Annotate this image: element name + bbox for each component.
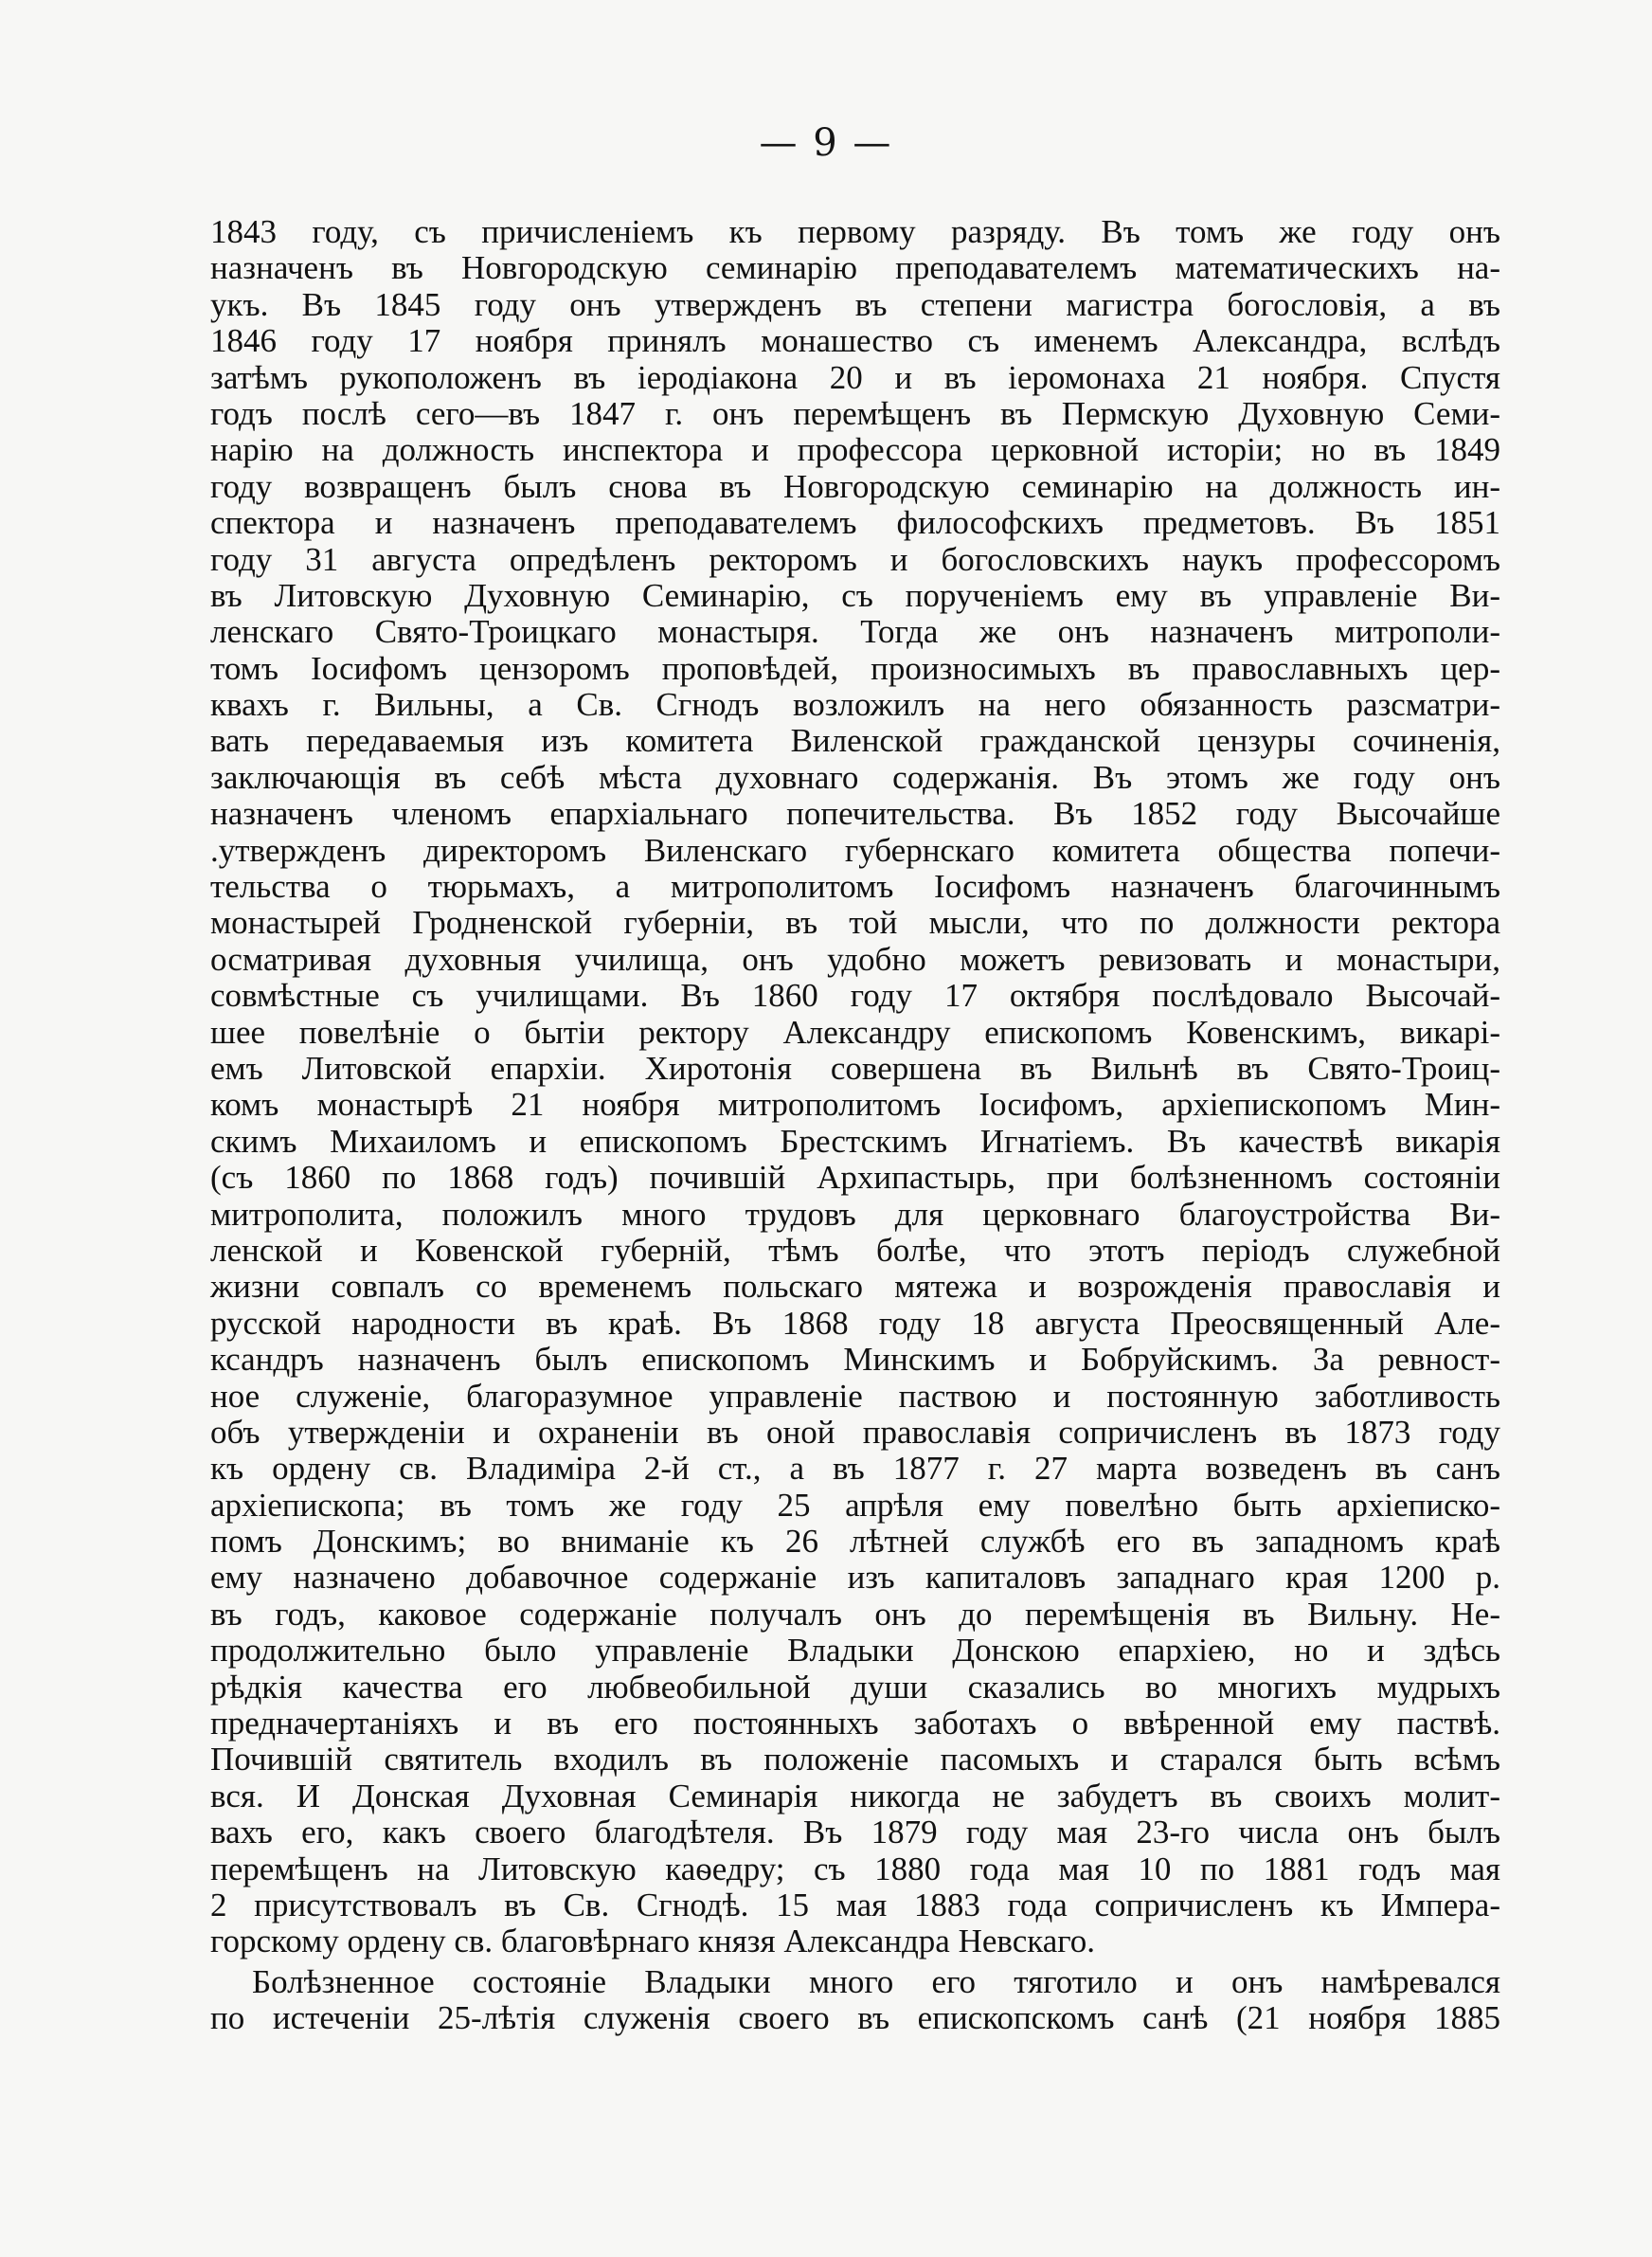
text-line: заключающія въ себѣ мѣста духовнаго содержанія. Въ этомъ же году онъ <box>210 758 1500 796</box>
text-line: .утвержденъ директоромъ Виленскаго губернскаго комитета общества попечи- <box>210 831 1500 869</box>
text-line: вахъ его, какъ своего благодѣтеля. Въ 1879 году мая 23-го числа онъ былъ <box>210 1814 1500 1851</box>
text-line: русской народности въ краѣ. Въ 1868 году 18 августа Преосвященный Але- <box>210 1304 1500 1342</box>
text-line: по истеченіи 25-лѣтія служенія своего въ епископскомъ санѣ (21 ноября 1885 <box>210 1999 1500 2037</box>
text-line: затѣмъ рукоположенъ въ іеродіакона 20 и въ іеромонаха 21 ноября. Спустя <box>210 358 1500 396</box>
text-line: помъ Донскимъ; во вниманіе къ 26 лѣтней службѣ его въ западномъ краѣ <box>210 1523 1500 1561</box>
text-line: къ ордену св. Владиміра 2-й ст., а въ 1877 г. 27 марта возведенъ въ санъ <box>210 1450 1500 1488</box>
paragraph-1 <box>210 214 1500 1960</box>
text-line: назначенъ въ Новгородскую семинарію преподавателемъ математическихъ на- <box>210 249 1500 287</box>
text-line: 1846 году 17 ноября принялъ монашество съ именемъ Александра, вслѣдъ <box>210 322 1500 360</box>
text-line: перемѣщенъ на Литовскую каѳедру; съ 1880 года мая 10 по 1881 годъ мая <box>210 1850 1500 1887</box>
page-number: — 9 — <box>759 121 893 165</box>
text-line: Почившій святитель входилъ въ положеніе пасомыхъ и старался быть всѣмъ <box>210 1741 1500 1779</box>
text-line: укъ. Въ 1845 году онъ утвержденъ въ степени магистра богословія, а въ <box>210 285 1500 323</box>
text-line: емъ Литовской епархіи. Хиротонія совершена въ Вильнѣ въ Свято-Троиц- <box>210 1049 1500 1087</box>
text-line: 1843 году, съ причисленіемъ къ первому разряду. Въ томъ же году онъ <box>210 213 1500 250</box>
text-line: шее повелѣніе о бытіи ректору Александру епископомъ Ковенскимъ, викарі- <box>210 1013 1500 1051</box>
text-line: 2 присутствовалъ въ Св. Сгнодѣ. 15 мая 1883 года сопричисленъ къ Импера- <box>210 1886 1500 1923</box>
text-line: скимъ Михаиломъ и епископомъ Брестскимъ Игнатіемъ. Въ качествѣ викарія <box>210 1122 1500 1160</box>
text-line: годъ послѣ сего—въ 1847 г. онъ перемѣщенъ въ Пермскую Духовную Семи- <box>210 394 1500 432</box>
body-text <box>210 214 1500 2037</box>
text-line: году 31 августа опредѣленъ ректоромъ и богословскихъ наукъ профессоромъ <box>210 540 1500 578</box>
text-line: предначертаніяхъ и въ его постоянныхъ заботахъ о ввѣренной ему паствѣ. <box>210 1705 1500 1742</box>
text-line: томъ Іосифомъ цензоромъ проповѣдей, произносимыхъ въ православныхъ цер- <box>210 649 1500 687</box>
paragraph-2 <box>210 1964 1500 2037</box>
text-line: (съ 1860 по 1868 годъ) почившій Архипастырь, при болѣзненномъ состояніи <box>210 1159 1500 1197</box>
text-line: ленской и Ковенской губерній, тѣмъ болѣе, что этотъ періодъ служебной <box>210 1231 1500 1269</box>
text-line: вся. И Донская Духовная Семинарія никогда не забудетъ въ своихъ молит- <box>210 1777 1500 1815</box>
text-line: объ утвержденіи и охраненіи въ оной православія сопричисленъ въ 1873 году <box>210 1413 1500 1451</box>
text-line: спектора и назначенъ преподавателемъ философскихъ предметовъ. Въ 1851 <box>210 504 1500 542</box>
text-line: нарію на должность инспектора и профессора церковной исторіи; но въ 1849 <box>210 431 1500 469</box>
text-line: ксандръ назначенъ былъ епископомъ Минскимъ и Бобруйскимъ. За ревност- <box>210 1341 1500 1379</box>
text-line: митрополита, положилъ много трудовъ для церковнаго благоустройства Ви- <box>210 1195 1500 1233</box>
text-line: продолжительно было управленіе Владыки Донскою епархіею, но и здѣсь <box>210 1632 1500 1670</box>
text-line: тельства о тюрьмахъ, а митрополитомъ Іосифомъ назначенъ благочиннымъ <box>210 868 1500 906</box>
text-line: въ Литовскую Духовную Семинарію, съ порученіемъ ему въ управленіе Ви- <box>210 576 1500 614</box>
text-line: горскому ордену св. благовѣрнаго князя Александра Невскаго. <box>210 1923 1095 1960</box>
text-line: жизни совпалъ со временемъ польскаго мятежа и возрожденія православія и <box>210 1268 1500 1306</box>
text-line: архіепископа; въ томъ же году 25 апрѣля ему повелѣно быть архіеписко- <box>210 1486 1500 1524</box>
text-line: вать передаваемыя изъ комитета Виленской гражданской цензуры сочиненія, <box>210 722 1500 760</box>
text-line: ленскаго Свято-Троицкаго монастыря. Тогда же онъ назначенъ митрополи- <box>210 613 1500 651</box>
text-line: ему назначено добавочное содержаніе изъ капиталовъ западнаго края 1200 р. <box>210 1559 1500 1597</box>
text-line: монастырей Гродненской губерніи, въ той мысли, что по должности ректора <box>210 904 1500 942</box>
text-line: квахъ г. Вильны, а Св. Сгнодъ возложилъ на него обязанность разсматри- <box>210 686 1500 724</box>
text-line: осматривая духовныя училища, онъ удобно можетъ ревизовать и монастыри, <box>210 940 1500 978</box>
text-line: назначенъ членомъ епархіальнаго попечительства. Въ 1852 году Высочайше <box>210 795 1500 833</box>
text-line: Болѣзненное состояніе Владыки много его тяготило и онъ намѣревался <box>252 1962 1500 2000</box>
text-line: въ годъ, каковое содержаніе получалъ онъ до перемѣщенія въ Вильну. Не- <box>210 1595 1500 1633</box>
text-line: рѣдкія качества его любвеобильной души сказались во многихъ мудрыхъ <box>210 1668 1500 1706</box>
text-line: комъ монастырѣ 21 ноября митрополитомъ Іосифомъ, архіепископомъ Мин- <box>210 1086 1500 1124</box>
text-line: ное служеніе, благоразумное управленіе паствою и постоянную заботливость <box>210 1377 1500 1415</box>
text-line: совмѣстные съ училищами. Въ 1860 году 17 октября послѣдовало Высочай- <box>210 977 1500 1015</box>
text-line: году возвращенъ былъ снова въ Новгородскую семинарію на должность ин- <box>210 467 1500 505</box>
